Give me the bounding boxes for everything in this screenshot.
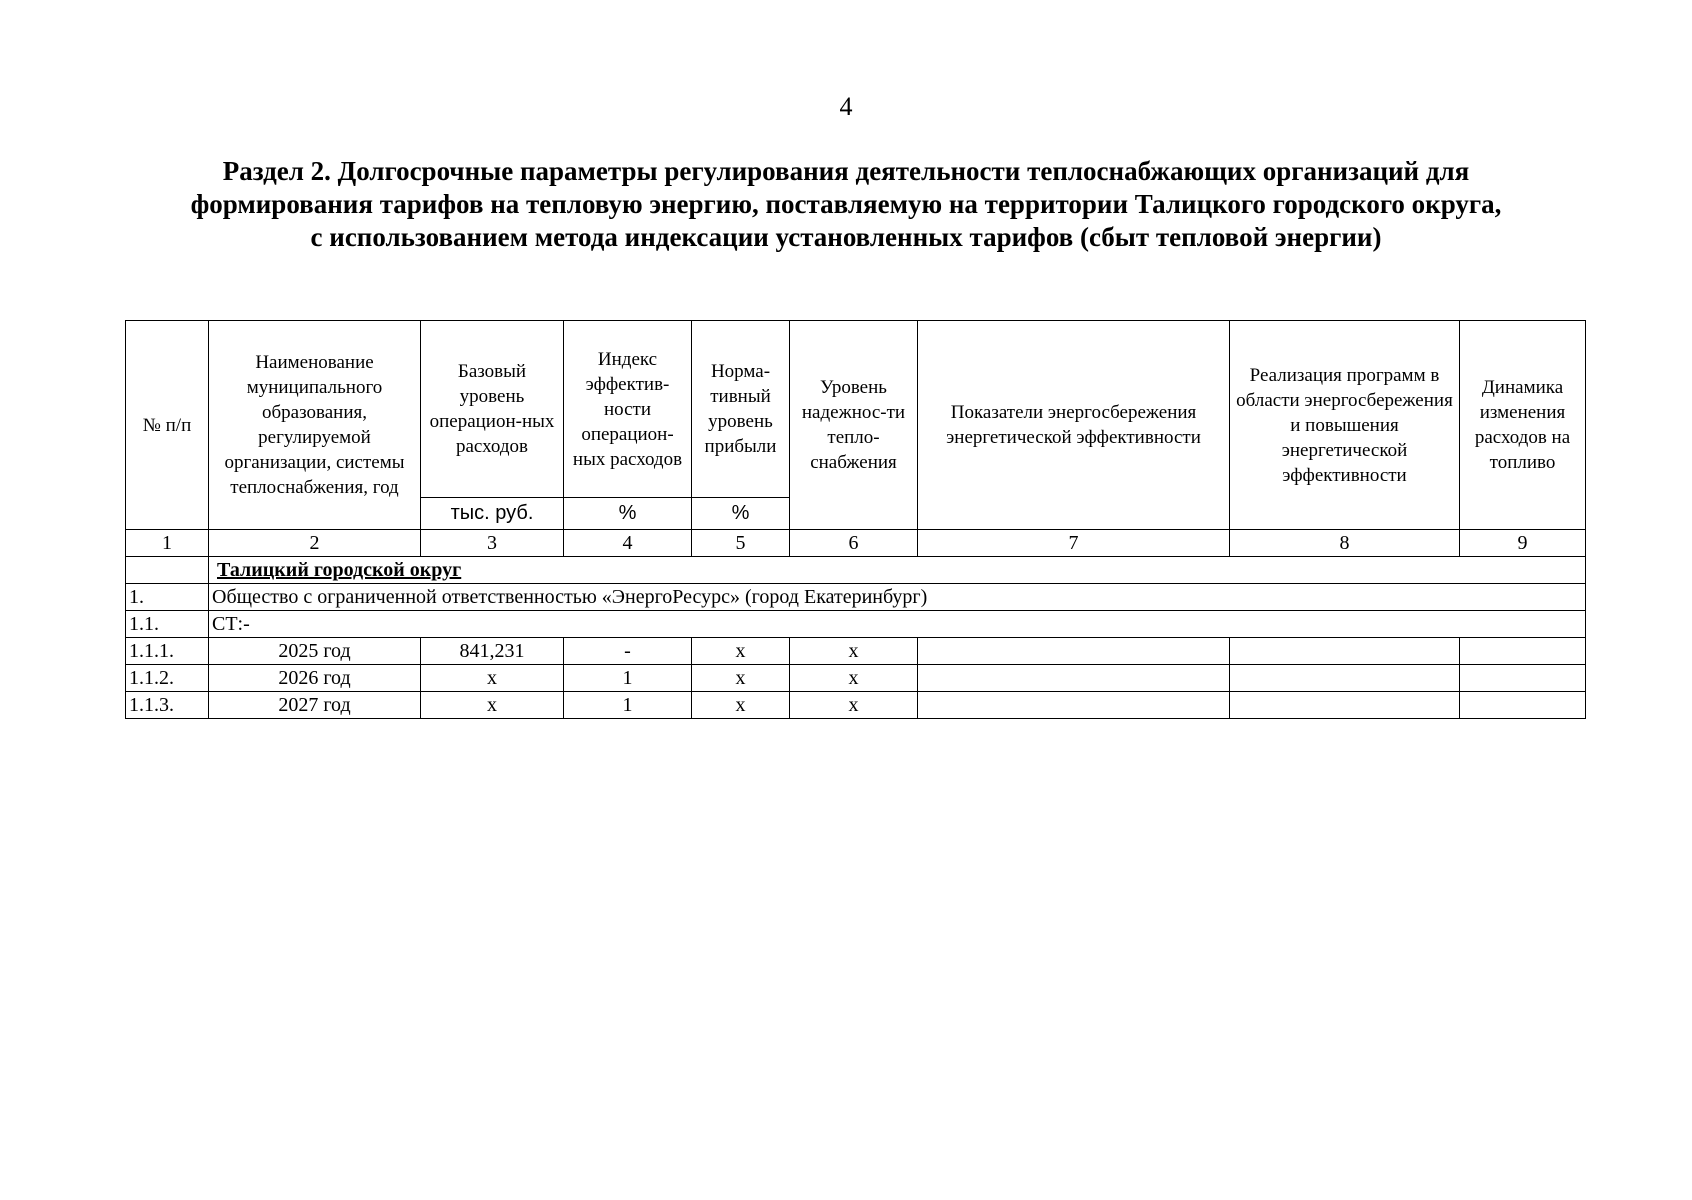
table-row xyxy=(126,692,1586,719)
row-normative-profit: x xyxy=(692,692,790,719)
title-line-3: с использованием метода индексации установленных тарифов (сбыт тепловой энергии) xyxy=(310,222,1382,252)
row-reliability: x xyxy=(790,638,918,665)
header-normative-profit: Норма-тивный уровень прибыли xyxy=(692,321,790,498)
region-name: Талицкий городской округ xyxy=(209,557,1586,584)
header-name: Наименование муниципального образования, регулируемой организации, системы теплоснабжения, год xyxy=(209,321,421,530)
header-energy-saving: Показатели энергосбережения энергетической эффективности xyxy=(918,321,1230,530)
row-energy-programs xyxy=(1230,638,1460,665)
row-reliability: x xyxy=(790,665,918,692)
organization-name: Общество с ограниченной ответственностью «ЭнергоРесурс» (город Екатеринбург) xyxy=(209,584,1586,611)
document-title xyxy=(120,155,1572,254)
row-base-opex: x xyxy=(421,665,564,692)
organization-row xyxy=(126,584,1586,611)
unit-efficiency-index: % xyxy=(564,498,692,530)
row-number: 1.1.1. xyxy=(126,638,209,665)
header-reliability: Уровень надежнос-ти тепло-снабжения xyxy=(790,321,918,530)
header-base-opex: Базовый уровень операцион-ных расходов xyxy=(421,321,564,498)
title-line-1: Раздел 2. Долгосрочные параметры регулирования деятельности теплоснабжающих организаций для xyxy=(222,156,1470,186)
column-number: 8 xyxy=(1230,530,1460,557)
column-number: 5 xyxy=(692,530,790,557)
header-efficiency-index: Индекс эффектив-ности операцион-ных расходов xyxy=(564,321,692,498)
row-number: 1.1.3. xyxy=(126,692,209,719)
column-number-row xyxy=(126,530,1586,557)
row-energy-saving xyxy=(918,638,1230,665)
header-energy-programs: Реализация программ в области энергосбережения и повышения энергетической эффективности xyxy=(1230,321,1460,530)
row-efficiency-index: 1 xyxy=(564,665,692,692)
row-energy-programs xyxy=(1230,692,1460,719)
parameters-table xyxy=(125,320,1586,719)
column-number: 6 xyxy=(790,530,918,557)
region-number-cell xyxy=(126,557,209,584)
page-number: 4 xyxy=(839,92,853,121)
row-base-opex: x xyxy=(421,692,564,719)
unit-normative-profit: % xyxy=(692,498,790,530)
row-fuel-dynamics xyxy=(1460,638,1586,665)
region-row xyxy=(126,557,1586,584)
column-number: 7 xyxy=(918,530,1230,557)
row-number: 1.1.2. xyxy=(126,665,209,692)
row-efficiency-index: - xyxy=(564,638,692,665)
row-energy-programs xyxy=(1230,665,1460,692)
column-number: 9 xyxy=(1460,530,1586,557)
column-number: 2 xyxy=(209,530,421,557)
row-year: 2025 год xyxy=(209,638,421,665)
row-fuel-dynamics xyxy=(1460,692,1586,719)
column-number: 1 xyxy=(126,530,209,557)
row-energy-saving xyxy=(918,665,1230,692)
organization-number: 1. xyxy=(126,584,209,611)
column-number: 3 xyxy=(421,530,564,557)
header-fuel-dynamics: Динамика изменения расходов на топливо xyxy=(1460,321,1586,530)
title-line-2: формирования тарифов на тепловую энергию, поставляемую на территории Талицкого городского округа, xyxy=(190,189,1502,219)
table-row xyxy=(126,665,1586,692)
column-number: 4 xyxy=(564,530,692,557)
system-row xyxy=(126,611,1586,638)
row-year: 2027 год xyxy=(209,692,421,719)
table-row xyxy=(126,638,1586,665)
row-normative-profit: x xyxy=(692,638,790,665)
row-base-opex: 841,231 xyxy=(421,638,564,665)
system-name: СТ:- xyxy=(209,611,1586,638)
system-number: 1.1. xyxy=(126,611,209,638)
header-number: № п/п xyxy=(126,321,209,530)
unit-base-opex: тыс. руб. xyxy=(421,498,564,530)
row-reliability: x xyxy=(790,692,918,719)
row-efficiency-index: 1 xyxy=(564,692,692,719)
row-year: 2026 год xyxy=(209,665,421,692)
row-normative-profit: x xyxy=(692,665,790,692)
row-fuel-dynamics xyxy=(1460,665,1586,692)
row-energy-saving xyxy=(918,692,1230,719)
